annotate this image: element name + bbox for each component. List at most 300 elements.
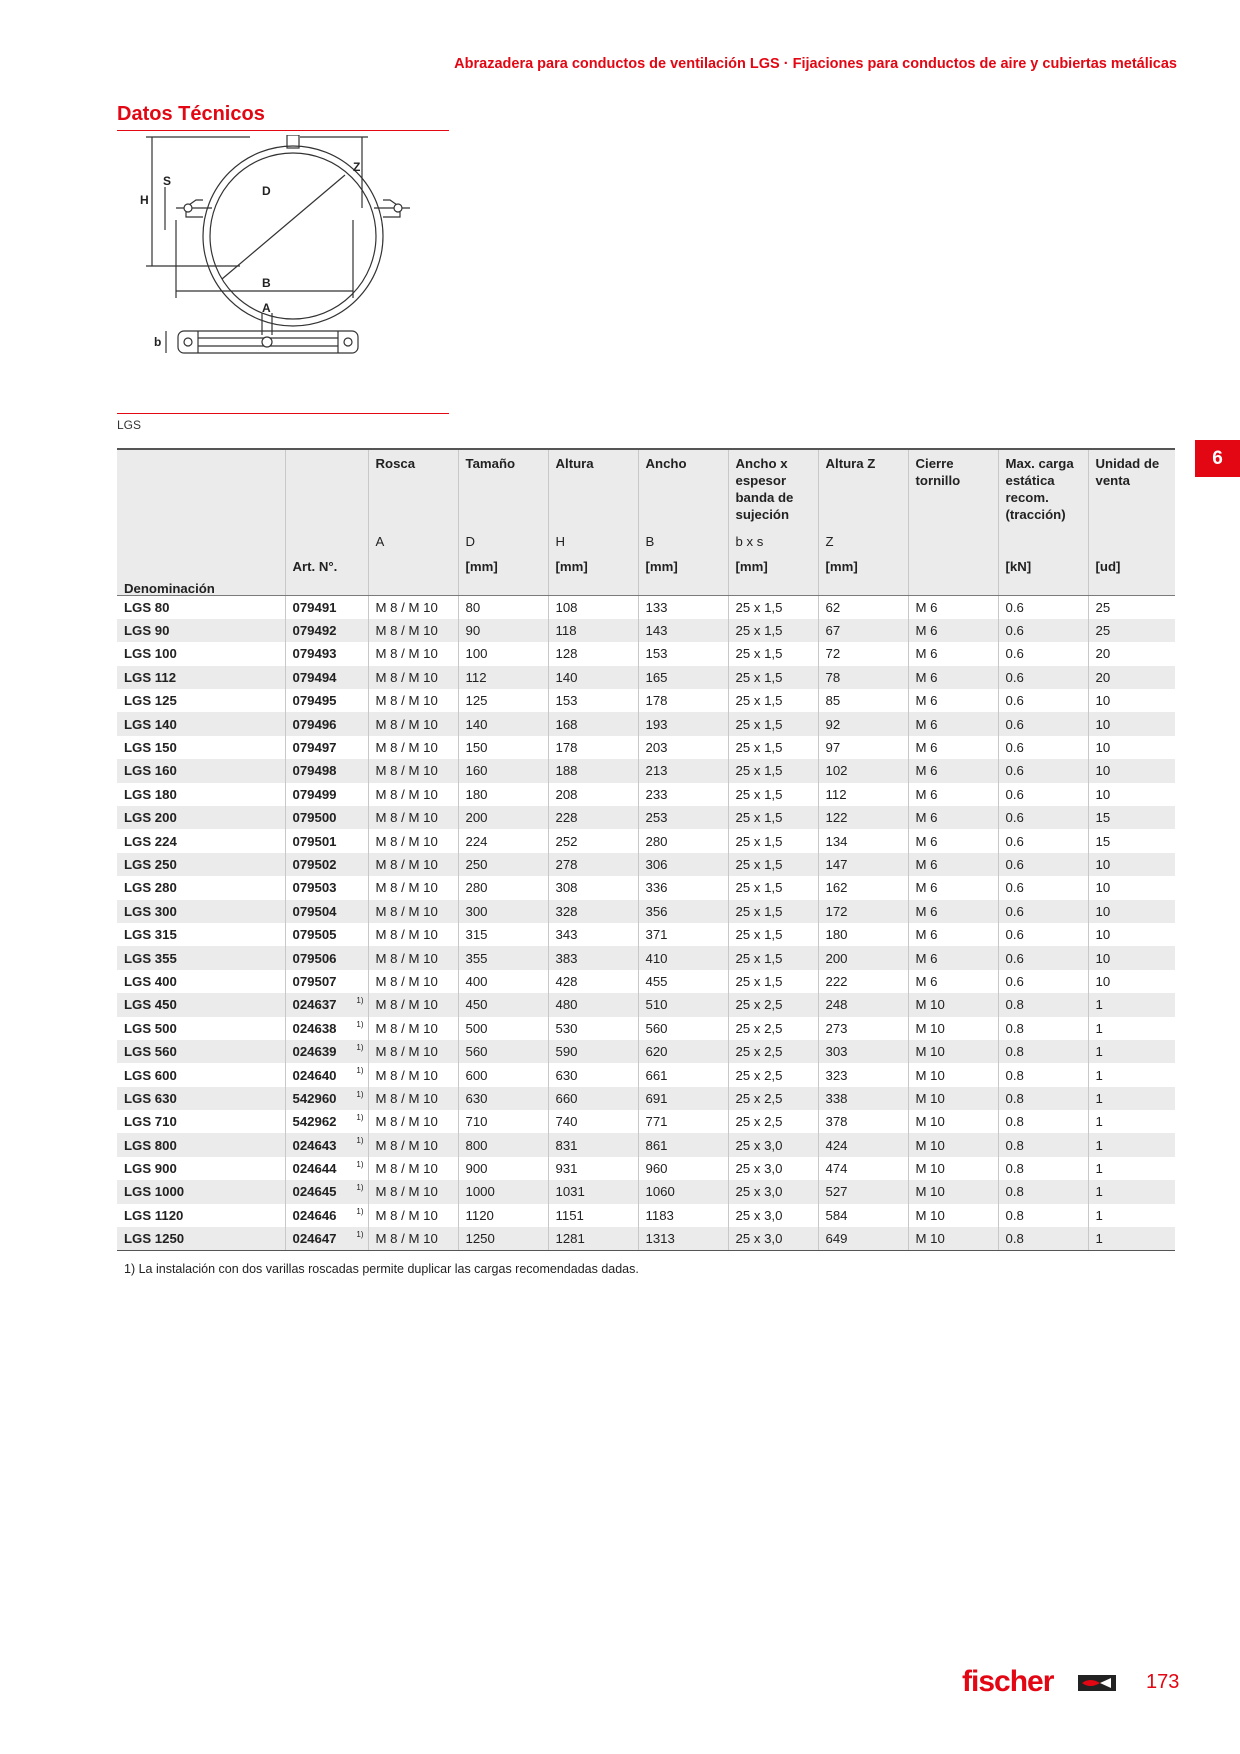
cell-width-b <box>638 1133 728 1156</box>
table-row <box>117 829 1175 852</box>
cell-width-b <box>638 759 728 782</box>
cell-screw-closure <box>908 1180 998 1203</box>
cell-band-bxs <box>728 853 818 876</box>
cell-thread <box>368 1110 458 1133</box>
cell-screw-closure <box>908 1133 998 1156</box>
height-h-value: 308 <box>555 880 578 896</box>
height-h-value: 153 <box>555 693 578 709</box>
size-d-value: 90 <box>465 623 481 639</box>
cell-band-bxs <box>728 1180 818 1203</box>
article-number-value: 079495 <box>292 693 337 709</box>
cell-width-b <box>638 666 728 689</box>
width-b-value: 510 <box>645 997 668 1013</box>
height-h-value: 168 <box>555 716 578 732</box>
cell-height-z <box>818 689 908 712</box>
article-number-value: 024640 <box>292 1067 337 1083</box>
cell-screw-closure <box>908 1157 998 1180</box>
cell-width-b <box>638 689 728 712</box>
cell-height-z <box>818 1087 908 1110</box>
cell-width-b <box>638 923 728 946</box>
cell-sales-unit <box>1088 1017 1175 1040</box>
height-z-value: 102 <box>825 763 848 779</box>
cell-width-b <box>638 736 728 759</box>
screw-closure-value: M 6 <box>915 599 938 615</box>
cell-screw-closure <box>908 712 998 735</box>
cell-height-z <box>818 1063 908 1086</box>
cell-band-bxs <box>728 1204 818 1227</box>
cell-max-load <box>998 1110 1088 1133</box>
screw-closure-value: M 6 <box>915 973 938 989</box>
footnote-marker: 1) <box>356 1206 364 1216</box>
cell-size-d <box>458 876 548 899</box>
article-number-value: 024639 <box>292 1044 337 1060</box>
article-number-value: 079493 <box>292 646 337 662</box>
cell-thread <box>368 970 458 993</box>
cell-max-load <box>998 712 1088 735</box>
cell-article-number <box>285 1227 368 1250</box>
max-load-value: 0.6 <box>1005 856 1024 872</box>
footnote-marker: 1) <box>356 1136 364 1146</box>
article-number-value: 542962 <box>292 1114 337 1130</box>
size-d-value: 800 <box>465 1137 488 1153</box>
width-b-value: 771 <box>645 1114 668 1130</box>
size-d-value: 900 <box>465 1161 488 1177</box>
column-header <box>117 449 285 596</box>
thread-value: M 8 / M 10 <box>375 716 438 732</box>
height-h-value: 831 <box>555 1137 578 1153</box>
width-b-value: 280 <box>645 833 668 849</box>
cell-height-h <box>548 900 638 923</box>
cell-max-load <box>998 1040 1088 1063</box>
column-header-content <box>556 455 631 595</box>
height-z-value: 78 <box>825 669 841 685</box>
cell-height-z <box>818 923 908 946</box>
max-load-value: 0.8 <box>1005 1184 1024 1200</box>
cell-height-h <box>548 993 638 1016</box>
cell-sales-unit <box>1088 619 1175 642</box>
column-symbol: Z <box>825 534 834 549</box>
size-d-value: 250 <box>465 856 488 872</box>
size-d-value: 710 <box>465 1114 488 1130</box>
cell-band-bxs <box>728 993 818 1016</box>
designation-value: LGS 900 <box>124 1161 177 1177</box>
cell-height-z <box>818 829 908 852</box>
cell-screw-closure <box>908 596 998 619</box>
height-z-value: 134 <box>825 833 848 849</box>
cell-screw-closure <box>908 619 998 642</box>
cell-width-b <box>638 829 728 852</box>
cell-height-z <box>818 1157 908 1180</box>
cell-screw-closure <box>908 876 998 899</box>
screw-closure-value: M 10 <box>915 1020 945 1036</box>
cell-designation <box>117 596 285 619</box>
cell-height-z <box>818 806 908 829</box>
screw-closure-value: M 10 <box>915 1090 945 1106</box>
height-h-value: 740 <box>555 1114 578 1130</box>
cell-height-z <box>818 900 908 923</box>
fischer-logo: fischer <box>962 1665 1054 1698</box>
cell-height-h <box>548 923 638 946</box>
band-bxs-value: 25 x 1,5 <box>735 950 783 966</box>
cell-screw-closure <box>908 1204 998 1227</box>
height-h-value: 660 <box>555 1090 578 1106</box>
screw-closure-value: M 6 <box>915 903 938 919</box>
cell-max-load <box>998 1227 1088 1250</box>
designation-value: LGS 710 <box>124 1114 177 1130</box>
cell-band-bxs <box>728 759 818 782</box>
cell-width-b <box>638 900 728 923</box>
cell-width-b <box>638 876 728 899</box>
cell-band-bxs <box>728 1157 818 1180</box>
cell-designation <box>117 1227 285 1250</box>
designation-value: LGS 200 <box>124 810 177 826</box>
cell-designation <box>117 1087 285 1110</box>
height-z-value: 303 <box>825 1044 848 1060</box>
band-bxs-value: 25 x 1,5 <box>735 927 783 943</box>
cell-max-load <box>998 736 1088 759</box>
cell-band-bxs <box>728 1063 818 1086</box>
cell-max-load <box>998 970 1088 993</box>
width-b-value: 253 <box>645 810 668 826</box>
label-h: H <box>140 193 149 207</box>
cell-designation <box>117 619 285 642</box>
height-h-value: 1281 <box>555 1230 585 1246</box>
cell-sales-unit <box>1088 1204 1175 1227</box>
cell-designation <box>117 876 285 899</box>
table-row <box>117 806 1175 829</box>
column-unit: [ud] <box>1095 559 1121 574</box>
table-row <box>117 1204 1175 1227</box>
cell-max-load <box>998 1087 1088 1110</box>
cell-max-load <box>998 829 1088 852</box>
cell-size-d <box>458 1204 548 1227</box>
cell-width-b <box>638 993 728 1016</box>
cell-sales-unit <box>1088 853 1175 876</box>
cell-article-number <box>285 1110 368 1133</box>
size-d-value: 224 <box>465 833 488 849</box>
cell-size-d <box>458 689 548 712</box>
max-load-value: 0.6 <box>1005 599 1024 615</box>
width-b-value: 1183 <box>645 1207 674 1223</box>
cell-width-b <box>638 853 728 876</box>
designation-value: LGS 400 <box>124 973 177 989</box>
cell-band-bxs <box>728 619 818 642</box>
designation-value: LGS 112 <box>124 669 177 685</box>
article-number-value: 542960 <box>292 1090 337 1106</box>
cell-screw-closure <box>908 993 998 1016</box>
height-h-value: 252 <box>555 833 578 849</box>
cell-sales-unit <box>1088 923 1175 946</box>
thread-value: M 8 / M 10 <box>375 1114 438 1130</box>
column-bottom-label: Denominación <box>124 581 215 596</box>
sales-unit-value: 1 <box>1095 1067 1103 1083</box>
cell-article-number <box>285 596 368 619</box>
cell-screw-closure <box>908 1017 998 1040</box>
cell-width-b <box>638 1227 728 1250</box>
cell-band-bxs <box>728 1017 818 1040</box>
cell-sales-unit <box>1088 1063 1175 1086</box>
cell-width-b <box>638 1110 728 1133</box>
cell-max-load <box>998 876 1088 899</box>
cell-size-d <box>458 736 548 759</box>
cell-width-b <box>638 806 728 829</box>
cell-width-b <box>638 946 728 969</box>
thread-value: M 8 / M 10 <box>375 1044 438 1060</box>
screw-closure-value: M 10 <box>915 1067 945 1083</box>
screw-closure-value: M 10 <box>915 1044 945 1060</box>
height-z-value: 474 <box>825 1161 848 1177</box>
chapter-tab[interactable]: 6 <box>1195 440 1240 477</box>
max-load-value: 0.6 <box>1005 740 1024 756</box>
cell-band-bxs <box>728 642 818 665</box>
cell-designation <box>117 853 285 876</box>
cell-max-load <box>998 759 1088 782</box>
height-z-value: 67 <box>825 623 841 639</box>
cell-designation <box>117 642 285 665</box>
cell-height-h <box>548 946 638 969</box>
cell-sales-unit <box>1088 712 1175 735</box>
designation-value: LGS 224 <box>124 833 177 849</box>
thread-value: M 8 / M 10 <box>375 950 438 966</box>
screw-closure-value: M 6 <box>915 880 938 896</box>
label-s: S <box>163 174 172 188</box>
height-h-value: 1031 <box>555 1184 585 1200</box>
drawing-caption: LGS <box>117 418 142 432</box>
article-number-value: 079494 <box>292 669 337 685</box>
width-b-value: 178 <box>645 693 668 709</box>
band-bxs-value: 25 x 1,5 <box>735 693 783 709</box>
cell-thread <box>368 946 458 969</box>
article-number-value: 024645 <box>292 1184 337 1200</box>
max-load-value: 0.8 <box>1005 1230 1024 1246</box>
width-b-value: 691 <box>645 1090 668 1106</box>
size-d-value: 125 <box>465 693 488 709</box>
height-h-value: 428 <box>555 973 578 989</box>
width-b-value: 410 <box>645 950 668 966</box>
table-row <box>117 1087 1175 1110</box>
article-number-value: 024638 <box>292 1020 337 1036</box>
cell-width-b <box>638 596 728 619</box>
designation-value: LGS 140 <box>124 716 177 732</box>
column-header <box>285 449 368 596</box>
column-title: Cierre tornillo <box>915 456 961 488</box>
height-z-value: 97 <box>825 740 841 756</box>
max-load-value: 0.6 <box>1005 646 1024 662</box>
table-row <box>117 712 1175 735</box>
cell-size-d <box>458 1110 548 1133</box>
width-b-value: 1313 <box>645 1230 675 1246</box>
sales-unit-value: 1 <box>1095 1137 1103 1153</box>
max-load-value: 0.8 <box>1005 1090 1024 1106</box>
column-header <box>728 449 818 596</box>
cell-screw-closure <box>908 736 998 759</box>
table-row <box>117 1017 1175 1040</box>
thread-value: M 8 / M 10 <box>375 786 438 802</box>
cell-height-h <box>548 829 638 852</box>
table-row <box>117 853 1175 876</box>
sales-unit-value: 10 <box>1095 950 1111 966</box>
cell-height-z <box>818 993 908 1016</box>
designation-value: LGS 630 <box>124 1090 177 1106</box>
cell-size-d <box>458 1227 548 1250</box>
cell-height-z <box>818 619 908 642</box>
cell-sales-unit <box>1088 596 1175 619</box>
cell-designation <box>117 1063 285 1086</box>
height-h-value: 228 <box>555 810 578 826</box>
max-load-value: 0.6 <box>1005 693 1024 709</box>
sales-unit-value: 15 <box>1095 833 1111 849</box>
cell-screw-closure <box>908 829 998 852</box>
cell-sales-unit <box>1088 876 1175 899</box>
cell-thread <box>368 1017 458 1040</box>
height-z-value: 584 <box>825 1207 848 1223</box>
cell-size-d <box>458 853 548 876</box>
cell-height-h <box>548 806 638 829</box>
height-z-value: 85 <box>825 693 841 709</box>
cell-designation <box>117 1017 285 1040</box>
cell-sales-unit <box>1088 1040 1175 1063</box>
article-number-value: 079497 <box>292 740 337 756</box>
cell-max-load <box>998 1157 1088 1180</box>
cell-band-bxs <box>728 829 818 852</box>
page-number: 173 <box>1146 1671 1180 1693</box>
thread-value: M 8 / M 10 <box>375 833 438 849</box>
cell-height-z <box>818 1204 908 1227</box>
designation-value: LGS 90 <box>124 623 170 639</box>
cell-height-z <box>818 946 908 969</box>
column-unit: [kN] <box>1005 559 1032 574</box>
cell-screw-closure <box>908 1110 998 1133</box>
footnote-marker: 1) <box>356 1042 364 1052</box>
article-number-value: 079506 <box>292 950 337 966</box>
cell-band-bxs <box>728 1133 818 1156</box>
designation-value: LGS 150 <box>124 740 177 756</box>
column-header <box>548 449 638 596</box>
band-bxs-value: 25 x 1,5 <box>735 740 783 756</box>
cell-band-bxs <box>728 596 818 619</box>
cell-height-h <box>548 853 638 876</box>
width-b-value: 233 <box>645 786 668 802</box>
column-header-content <box>376 455 451 595</box>
thread-value: M 8 / M 10 <box>375 927 438 943</box>
column-header <box>998 449 1088 596</box>
column-header-content <box>736 455 811 595</box>
column-title: Max. carga estática recom. (tracción) <box>1005 456 1074 522</box>
max-load-value: 0.8 <box>1005 1020 1024 1036</box>
size-d-value: 200 <box>465 810 488 826</box>
height-h-value: 140 <box>555 669 578 685</box>
cell-thread <box>368 853 458 876</box>
column-header <box>1088 449 1175 596</box>
sales-unit-value: 10 <box>1095 716 1111 732</box>
cell-width-b <box>638 642 728 665</box>
band-bxs-value: 25 x 2,5 <box>735 1067 783 1083</box>
height-z-value: 273 <box>825 1020 848 1036</box>
cell-article-number <box>285 712 368 735</box>
size-d-value: 630 <box>465 1090 488 1106</box>
column-header-content <box>646 455 721 595</box>
cell-band-bxs <box>728 689 818 712</box>
cell-max-load <box>998 900 1088 923</box>
size-d-value: 300 <box>465 903 488 919</box>
cell-article-number <box>285 1180 368 1203</box>
cell-width-b <box>638 783 728 806</box>
article-number-value: 079491 <box>292 599 337 615</box>
sales-unit-value: 10 <box>1095 693 1111 709</box>
cell-sales-unit <box>1088 806 1175 829</box>
height-z-value: 72 <box>825 646 841 662</box>
height-h-value: 480 <box>555 997 578 1013</box>
cell-designation <box>117 1110 285 1133</box>
cell-max-load <box>998 993 1088 1016</box>
width-b-value: 143 <box>645 623 668 639</box>
cell-thread <box>368 993 458 1016</box>
band-bxs-value: 25 x 1,5 <box>735 973 783 989</box>
thread-value: M 8 / M 10 <box>375 856 438 872</box>
table-body <box>117 596 1175 1251</box>
cell-designation <box>117 689 285 712</box>
column-header-content <box>1096 455 1169 595</box>
width-b-value: 213 <box>645 763 668 779</box>
size-d-value: 150 <box>465 740 488 756</box>
cell-band-bxs <box>728 1110 818 1133</box>
cell-max-load <box>998 1017 1088 1040</box>
table-row <box>117 759 1175 782</box>
cell-thread <box>368 1040 458 1063</box>
height-h-value: 1151 <box>555 1207 584 1223</box>
sales-unit-value: 10 <box>1095 856 1111 872</box>
cell-band-bxs <box>728 806 818 829</box>
table-row <box>117 923 1175 946</box>
designation-value: LGS 180 <box>124 786 177 802</box>
cell-designation <box>117 993 285 1016</box>
designation-value: LGS 560 <box>124 1044 177 1060</box>
cell-designation <box>117 1133 285 1156</box>
screw-closure-value: M 6 <box>915 833 938 849</box>
height-z-value: 92 <box>825 716 841 732</box>
article-number-value: 079501 <box>292 833 337 849</box>
article-number-value: 024647 <box>292 1230 337 1246</box>
cell-max-load <box>998 806 1088 829</box>
size-d-value: 180 <box>465 786 488 802</box>
column-title: Tamaño <box>465 456 516 471</box>
column-header-content <box>293 455 361 595</box>
screw-closure-value: M 6 <box>915 927 938 943</box>
cell-size-d <box>458 1040 548 1063</box>
size-d-value: 160 <box>465 763 488 779</box>
cell-screw-closure <box>908 1063 998 1086</box>
width-b-value: 455 <box>645 973 668 989</box>
cell-size-d <box>458 783 548 806</box>
article-number-value: 079502 <box>292 856 337 872</box>
height-h-value: 208 <box>555 786 578 802</box>
height-h-value: 590 <box>555 1044 578 1060</box>
cell-thread <box>368 666 458 689</box>
cell-height-h <box>548 759 638 782</box>
band-bxs-value: 25 x 2,5 <box>735 1020 783 1036</box>
column-header <box>368 449 458 596</box>
thread-value: M 8 / M 10 <box>375 880 438 896</box>
cell-max-load <box>998 923 1088 946</box>
height-h-value: 630 <box>555 1067 578 1083</box>
cell-height-h <box>548 1157 638 1180</box>
table-row <box>117 900 1175 923</box>
max-load-value: 0.8 <box>1005 1114 1024 1130</box>
height-z-value: 222 <box>825 973 848 989</box>
band-bxs-value: 25 x 1,5 <box>735 669 783 685</box>
height-z-value: 122 <box>825 810 848 826</box>
cell-thread <box>368 829 458 852</box>
